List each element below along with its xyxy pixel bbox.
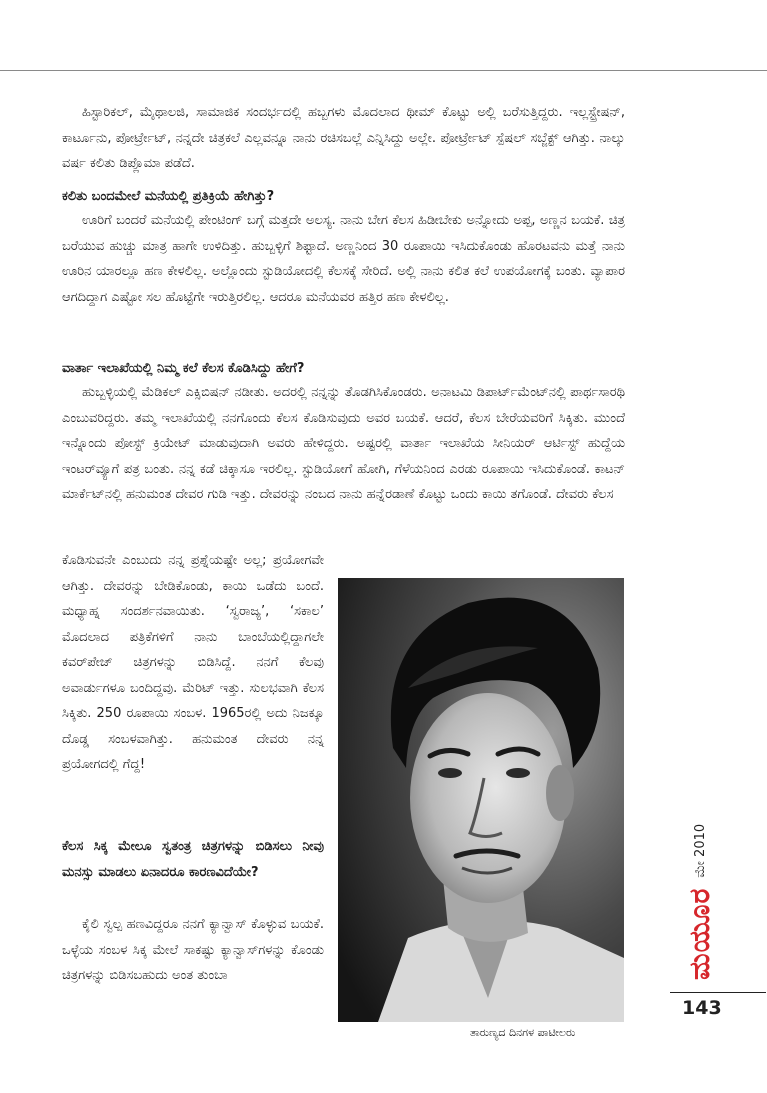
magazine-brand: ಮಯೂರ [683,887,716,980]
interview-answer-2-part-1: ಹುಬ್ಬಳ್ಳಿಯಲ್ಲಿ ಮೆಡಿಕಲ್ ಎಕ್ಸಿಬಿಷನ್ ನಡೀತು. ಅದರಲ್ಲಿ ನನ್ನನ್ನು ತೊಡಗಿಸಿಕೊಂಡರು. ಅನಾಟಮಿ ಡಿಪಾರ್ಟ್‌ಮೆಂಟ್‌ನಲ್ಲಿ ಪಾರ್ಥಸಾರಥಿ ಎಂಬುವರಿದ್ದರು. ತಮ್ಮ ಇಲಾಖೆಯಲ್ಲಿ ನನಗೊಂದು ಕೆಲಸ ಕೊಡಿಸುವುದು ಅವರ ಬಯಕೆ. ಆದರೆ, ಕೆಲಸ ಬೇರೆಯವರಿಗೆ ಸಿಕ್ಕಿತು. ಮುಂದೆ ಇನ್ನೊಂದು ಪೋಸ್ಟ್ ಕ್ರಿಯೇಟ್ ಮಾಡುವುದಾಗಿ ಅವರು ಹೇಳಿದ್ದರು. ಅಷ್ಟರಲ್ಲಿ ವಾರ್ತಾ ಇಲಾಖೆಯ ಸೀನಿಯರ್ ಆರ್ಟಿಸ್ಟ್ ಹುದ್ದೆಯ ಇಂಟರ್‌ವ್ಯೂಗೆ ಪತ್ರ ಬಂತು. ನನ್ನ ಕಡೆ ಚಿಕ್ಕಾಸೂ ಇರಲಿಲ್ಲ. ಸ್ಟುಡಿಯೋಗೆ ಹೋಗಿ, ಗೆಳೆಯನಿಂದ ಎರಡು ರೂಪಾಯಿ ಇಸಿದುಕೊಂಡೆ. ಕಾಟನ್ ಮಾರ್ಕೆಟ್‌ನಲ್ಲಿ ಹನುಮಂತ ದೇವರ ಗುಡಿ ಇತ್ತು. ದೇವರನ್ನು ನಂಬದ ನಾನು ಹನ್ನೆರಡಾಣೆ ಕೊಟ್ಟು ಒಂದು ಕಾಯಿ ತಗೊಂಡೆ. ದೇವರು ಕೆಲಸ [62,385,625,502]
issue-date: ಮೇ 2010 [692,823,708,878]
interview-question-2: ವಾರ್ತಾ ಇಲಾಖೆಯಲ್ಲಿ ನಿಮ್ಮ ಕಲೆ ಕೆಲಸ ಕೊಡಿಸಿದ್ದು ಹೇಗೆ? [62,361,305,376]
interview-answer-2-part-2: ಕೊಡಿಸುವನೇ ಎಂಬುದು ನನ್ನ ಪ್ರಶ್ನೆಯಷ್ಟೇ ಅಲ್ಲ; ಪ್ರಯೋಗವೇ ಆಗಿತ್ತು. ದೇವರನ್ನು ಬೇಡಿಕೊಂಡು, ಕಾಯಿ ಒಡೆದು ಬಂದೆ. ಮಧ್ಯಾಹ್ನ ಸಂದರ್ಶನವಾಯಿತು. ‘ಸ್ವರಾಜ್ಯ’, ‘ಸಕಾಲ’ ಮೊದಲಾದ ಪತ್ರಿಕೆಗಳಿಗೆ ನಾನು ಬಾಂಬೆಯಲ್ಲಿದ್ದಾಗಲೇ ಕವರ್‌ಪೇಜ್ ಚಿತ್ರಗಳನ್ನು ಬಿಡಿಸಿದ್ದೆ. ನನಗೆ ಕೆಲವು ಅವಾರ್ಡುಗಳೂ ಬಂದಿದ್ದವು. ಮೆರಿಟ್ ಇತ್ತು. ಸುಲಭವಾಗಿ ಕೆಲಸ ಸಿಕ್ಕಿತು. 250 ರೂಪಾಯಿ ಸಂಬಳ. 1965ರಲ್ಲಿ ಅದು ನಿಜಕ್ಕೂ ದೊಡ್ಡ ಸಂಬಳವಾಗಿತ್ತು. ಹನುಮಂತ ದೇವರು ನನ್ನ ಪ್ರಯೋಗದಲ್ಲಿ ಗೆದ್ದ! [62,553,324,772]
portrait-photo [338,578,624,1022]
interview-question-1: ಕಲಿತು ಬಂದಮೇಲೆ ಮನೆಯಲ್ಲಿ ಪ್ರತಿಕ್ರಿಯೆ ಹೇಗಿತ್ತು? [62,189,275,204]
magazine-masthead [660,805,720,980]
interview-answer-3: ಕೈಲಿ ಸ್ವಲ್ಪ ಹಣವಿದ್ದರೂ ನನಗೆ ಕ್ಯಾನ್ವಾಸ್ ಕೊಳ್ಳುವ ಬಯಕೆ. ಒಳ್ಳೆಯ ಸಂಬಳ ಸಿಕ್ಕ ಮೇಲೆ ಸಾಕಷ್ಟು ಕ್ಯಾನ್ವಾಸ್‌ಗಳನ್ನು ಕೊಂಡು ಚಿತ್ರಗಳನ್ನು ಬಿಡಿಸಬಹುದು ಅಂತ ತುಂಬಾ [62,917,324,983]
page-number: 143 [682,997,722,1019]
footer-rule [670,992,766,993]
interview-answer-1: ಊರಿಗೆ ಬಂದರೆ ಮನೆಯಲ್ಲಿ ಪೇಂಟಿಂಗ್ ಬಗ್ಗೆ ಮತ್ತದೇ ಅಲಸ್ಯ. ನಾನು ಬೇಗ ಕೆಲಸ ಹಿಡೀಬೇಕು ಅನ್ನೋದು ಅಪ್ಪ, ಅಣ್ಣನ ಬಯಕೆ. ಚಿತ್ರ ಬರೆಯುವ ಹುಚ್ಚು ಮಾತ್ರ ಹಾಗೇ ಉಳಿದಿತ್ತು. ಹುಬ್ಬಳ್ಳಿಗೆ ಶಿಫ್ಟಾದೆ. ಅಣ್ಣನಿಂದ 30 ರೂಪಾಯಿ ಇಸಿದುಕೊಂಡು ಹೊರಟವನು ಮತ್ತೆ ನಾನು ಊರಿನ ಯಾರಲ್ಲೂ ಹಣ ಕೇಳಲಿಲ್ಲ. ಅಲ್ಲೊಂದು ಸ್ಟುಡಿಯೋದಲ್ಲಿ ಕೆಲಸಕ್ಕೆ ಸೇರಿದೆ. ಅಲ್ಲಿ ನಾನು ಕಲಿತ ಕಲೆ ಉಪಯೋಗಕ್ಕೆ ಬಂತು. ವ್ಯಾಪಾರ ಆಗದಿದ್ದಾಗ ಎಷ್ಟೋ ಸಲ ಹೊಟ್ಟೆಗೇ ಇರುತ್ತಿರಲಿಲ್ಲ. ಆದರೂ ಮನೆಯವರ ಹತ್ತಿರ ಹಣ ಕೇಳಲಿಲ್ಲ. [62,213,625,305]
header-rule [0,70,767,71]
portrait-illustration [338,578,624,1022]
article-paragraph-1: ಹಿಸ್ಟಾರಿಕಲ್, ಮೈಥಾಲಜಿ, ಸಾಮಾಜಿಕ ಸಂದರ್ಭದಲ್ಲಿ ಹಬ್ಬಗಳು ಮೊದಲಾದ ಥೀಮ್ ಕೊಟ್ಟು ಅಲ್ಲಿ ಬರೆಸುತ್ತಿದ್ದರು. ಇಲ್ಲಸ್ಟ್ರೇಷನ್, ಕಾರ್ಟೂನು, ಪೋರ್ಟ್ರೇಟ್, ನನ್ನದೇ ಚಿತ್ರಕಲೆ ಎಲ್ಲವನ್ನೂ ನಾನು ರಚಿಸಬಲ್ಲೆ ಎನ್ನಿಸಿದ್ದು ಅಲ್ಲೇ. ಪೋರ್ಟ್ರೇಟ್ ಸ್ಪೆಷಲ್ ಸಬ್ಜೆಕ್ಟ್ ಆಗಿತ್ತು. ನಾಲ್ಕು ವರ್ಷ ಕಲಿತು ಡಿಪ್ಲೊಮಾ ಪಡೆದೆ. [62,105,625,171]
interview-question-3: ಕೆಲಸ ಸಿಕ್ಕ ಮೇಲೂ ಸ್ವತಂತ್ರ ಚಿತ್ರಗಳನ್ನು ಬಿಡಿಸಲು ನೀವು ಮನಸ್ಸು ಮಾಡಲು ಏನಾದರೂ ಕಾರಣವಿದೆಯೇ? [62,839,324,880]
photo-caption: ತಾರುಣ್ಯದ ದಿನಗಳ ಪಾಟೀಲರು [470,1026,576,1039]
